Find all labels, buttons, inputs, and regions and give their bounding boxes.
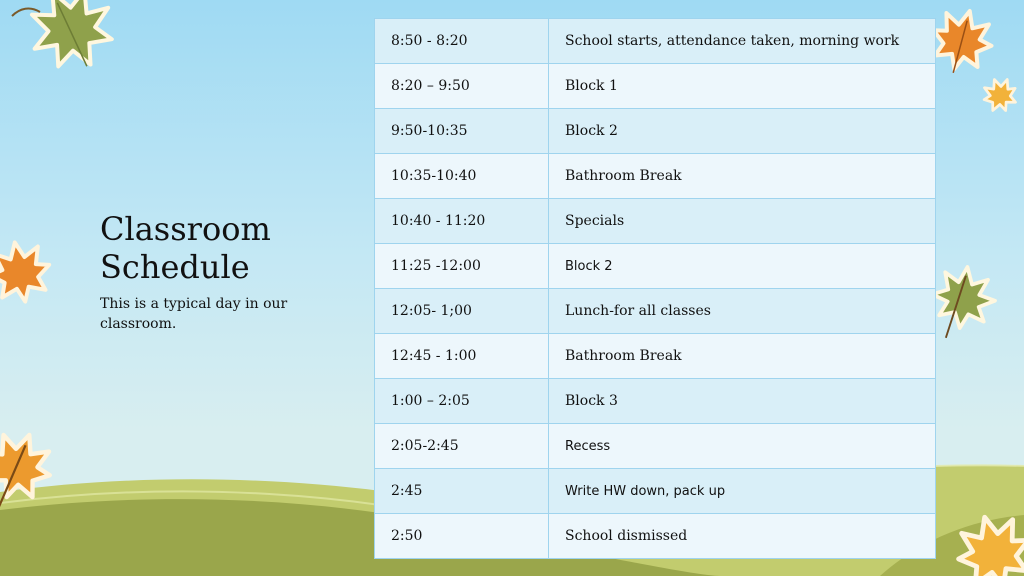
time-cell: 2:50 <box>375 514 549 559</box>
activity-cell: Block 2 <box>549 109 936 154</box>
slide-subtitle: This is a typical day in our classroom. <box>100 296 288 332</box>
table-row <box>375 109 936 154</box>
time-cell: 11:25 -12:00 <box>375 244 549 289</box>
activity-cell: Block 1 <box>549 64 936 109</box>
maple-leaf-icon <box>979 74 1021 116</box>
activity-cell: Specials <box>549 199 936 244</box>
activity-cell: School dismissed <box>549 514 936 559</box>
maple-leaf-icon <box>0 237 55 307</box>
table-row <box>375 244 936 289</box>
time-cell: 10:35-10:40 <box>375 154 549 199</box>
slide-title: Classroom Schedule <box>100 210 271 286</box>
table-row <box>375 64 936 109</box>
table-row <box>375 514 936 559</box>
activity-cell: Lunch-for all classes <box>549 289 936 334</box>
activity-cell: School starts, attendance taken, morning work <box>549 19 936 64</box>
activity-cell: Bathroom Break <box>549 334 936 379</box>
title-block <box>100 210 340 334</box>
table-row <box>375 379 936 424</box>
table-row <box>375 19 936 64</box>
time-cell: 12:45 - 1:00 <box>375 334 549 379</box>
activity-cell: Bathroom Break <box>549 154 936 199</box>
time-cell: 8:50 - 8:20 <box>375 19 549 64</box>
table-row <box>375 424 936 469</box>
table-row <box>375 289 936 334</box>
activity-cell: Write HW down, pack up <box>549 469 936 514</box>
schedule-table <box>374 18 936 559</box>
time-cell: 1:00 – 2:05 <box>375 379 549 424</box>
oak-leaf-icon <box>16 0 127 83</box>
time-cell: 2:05-2:45 <box>375 424 549 469</box>
time-cell: 10:40 - 11:20 <box>375 199 549 244</box>
oak-leaf-icon <box>925 262 1000 345</box>
activity-cell: Block 3 <box>549 379 936 424</box>
activity-cell: Block 2 <box>549 244 936 289</box>
time-cell: 8:20 – 9:50 <box>375 64 549 109</box>
table-row <box>375 334 936 379</box>
time-cell: 2:45 <box>375 469 549 514</box>
activity-cell: Recess <box>549 424 936 469</box>
time-cell: 9:50-10:35 <box>375 109 549 154</box>
table-row <box>375 199 936 244</box>
table-row <box>375 469 936 514</box>
time-cell: 12:05- 1;00 <box>375 289 549 334</box>
table-row <box>375 154 936 199</box>
